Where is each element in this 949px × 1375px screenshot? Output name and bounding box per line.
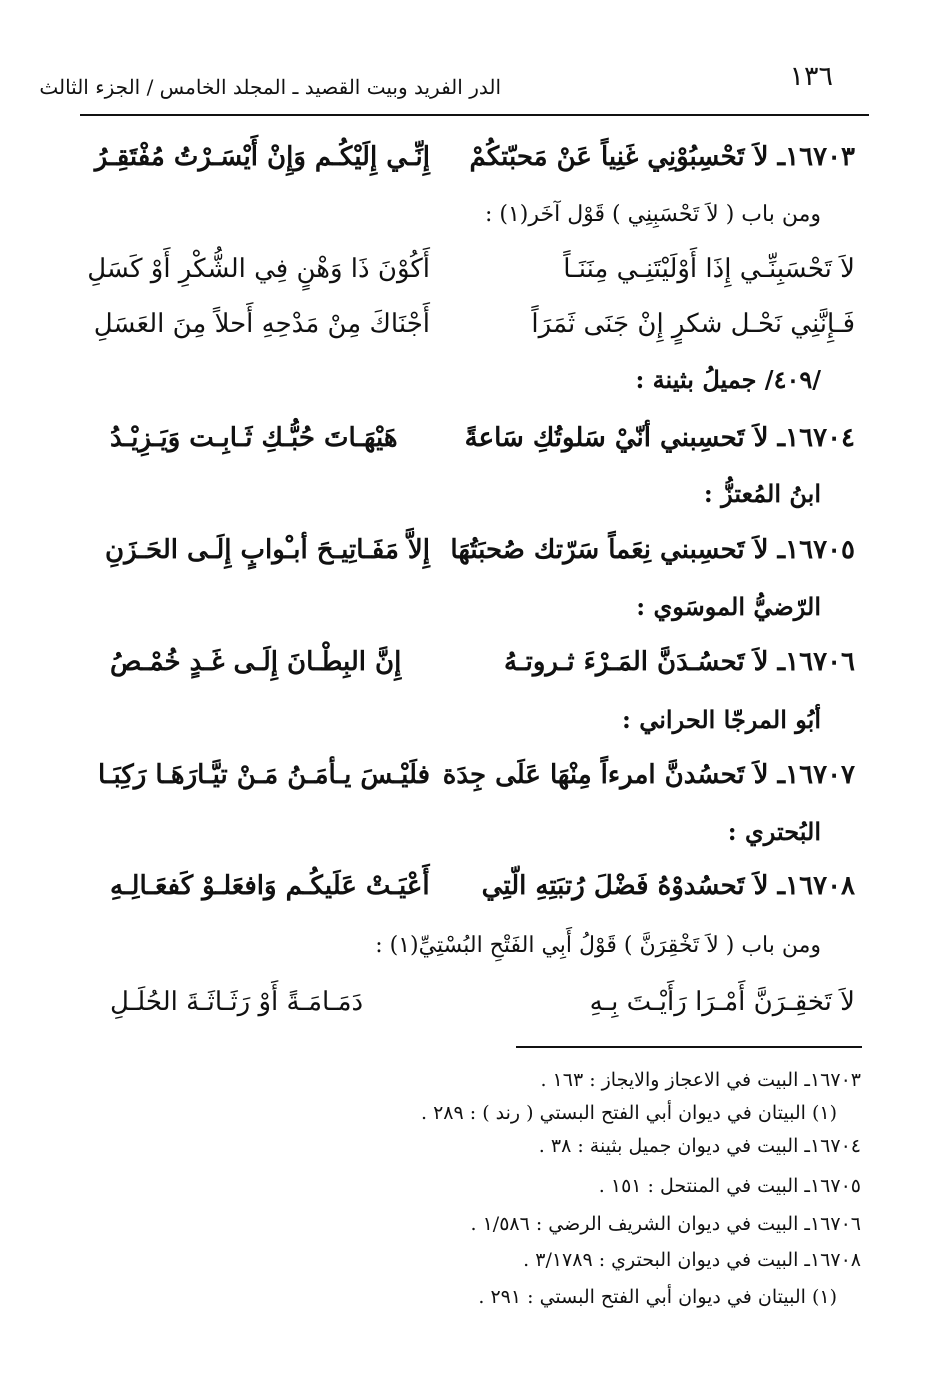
verse-first-hemistich: ١٦٧٠٧ـ لاَ تَحسُدنَّ امرءاً مِنْهَا عَلَى جِدَة xyxy=(442,760,855,790)
footnote: ١٦٧٠٥ـ البيت في المنتحل : ١٥١ . xyxy=(598,1175,861,1197)
verse-second-hemistich: إِنَّ البِطْـانَ إِلَـى غَـدٍ خُمْـصُ xyxy=(110,647,402,677)
verse-second-hemistich: أَجْنَاكَ مِنْ مَدْحِهِ أَحلاً مِنَ العَسَلِ xyxy=(93,309,430,339)
poet-name: البُحتري : xyxy=(727,817,821,846)
verse-second-hemistich: أَعْيَـتْ عَلَيكُـم وَافعَلـوْ كَفعَـالِـهِ xyxy=(110,871,430,901)
footnote-divider xyxy=(516,1046,862,1048)
verse-first-hemistich: لاَ تَخقِـرَنَّ أَمْـرَا رَأَيْـتَ بِـهِ xyxy=(589,987,855,1017)
verse-first-hemistich: فَـإِنَّنِي نَحْـل شكرٍ إِنْ جَنَى ثَمَرَاً xyxy=(531,309,855,339)
verse-second-hemistich: إِلاَّ مَفَـاتِيـحَ أبـْوابٍ إِلَـى الحَـزَنِ xyxy=(105,535,430,565)
verse-first-hemistich: ١٦٧٠٤ـ لاَ تَحسِبني أنّيْ سَلوتُكِ سَاعةً xyxy=(464,423,855,453)
verse-16703 xyxy=(80,137,855,185)
verse-second-hemistich: إِنِّـي إِلَيْكُـم وَإِنْ أَيْسَـرْتُ مُفْتَقِـرُ xyxy=(94,142,430,172)
verse-second-hemistich: أَكُوْنَ ذَا وَهْنٍ فِي الشُّكْرِ أَوْ كَسَلِ xyxy=(87,254,430,284)
verse-first-hemistich: ١٦٧٠٥ـ لاَ تَحسِبني نِعَماً سَرّتك صُحبَتُهَا xyxy=(450,535,855,565)
footnote: ١٦٧٠٨ـ البيت في ديوان البحتري : ٣/١٧٨٩ . xyxy=(523,1249,861,1271)
footnote: ١٦٧٠٦ـ البيت في ديوان الشريف الرضي : ١/٥٨٦ . xyxy=(470,1213,861,1235)
poet-name: أبُو المرجّا الحراني : xyxy=(622,705,821,734)
section-heading: ومن باب ( لاَ تَخْقِرَنَّ ) قَوْلُ أَبِي الفَتْحِ البُسْتِيِّ(١) : xyxy=(375,933,821,958)
verse-16708 xyxy=(80,866,855,914)
footnote: (١) البيتان في ديوان أبي الفتح البستي ( رند ) : ٢٨٩ . xyxy=(421,1102,837,1124)
verse-16704 xyxy=(80,418,855,466)
poet-name: الرّضيُّ الموسَوي : xyxy=(636,592,821,621)
poem-line xyxy=(80,249,855,297)
header-divider xyxy=(80,114,869,116)
running-header-title: الدر الفريد وبيت القصيد ـ المجلد الخامس / الجزء الثالث xyxy=(39,75,501,99)
verse-first-hemistich: لاَ تَحْسَبِنِّـي إِذَا أَوْلَيْتَنِـي مِنَنَـاً xyxy=(563,254,855,284)
footnote: ١٦٧٠٤ـ البيت في ديوان جميل بثينة : ٣٨ . xyxy=(538,1135,861,1157)
section-heading: ومن باب ( لاَ تَحْسَبِنِي ) قَوْل آخَر(١) : xyxy=(484,202,821,227)
verse-second-hemistich: دَمَـامَـةً أَوْ رَثَـاثَـةَ الحُلَـلِ xyxy=(110,987,364,1017)
verse-16705 xyxy=(80,530,855,578)
page-number: ١٣٦ xyxy=(789,61,833,92)
poem-line xyxy=(80,304,855,352)
poem-line xyxy=(80,982,855,1030)
verse-first-hemistich: ١٦٧٠٨ـ لاَ تَحسُدوْهُ فَضْلَ رُتبَتِهِ الّتِي xyxy=(481,871,855,901)
footnote: ١٦٧٠٣ـ البيت في الاعجاز والايجاز : ١٦٣ . xyxy=(540,1069,861,1091)
verse-first-hemistich: ١٦٧٠٦ـ لاَ تَحسُـدَنَّ المَـرْءَ ثـروتـهُ xyxy=(504,647,855,677)
verse-second-hemistich: هَيْهَـاتَ حُبُّـكِ ثَـابِـت وَيَـزِيْـدُ xyxy=(110,423,398,453)
verse-16707 xyxy=(80,755,855,803)
poet-name: /٤٠٩/ جميلُ بثينة : xyxy=(635,365,821,394)
verse-first-hemistich: ١٦٧٠٣ـ لاَ تَحْسِبُوْنِي غَنِياً عَنْ مَحبّتكُمْ xyxy=(469,142,855,172)
verse-16706 xyxy=(80,642,855,690)
verse-second-hemistich: فلَيْـسَ يـأمَـنُ مَـنْ تيَّـارَهَـا رَكِبَـا xyxy=(97,760,430,790)
poet-name: ابنُ المُعتزُّ : xyxy=(703,479,821,508)
footnote: (١) البيتان في ديوان أبي الفتح البستي : ٢٩١ . xyxy=(478,1286,837,1308)
